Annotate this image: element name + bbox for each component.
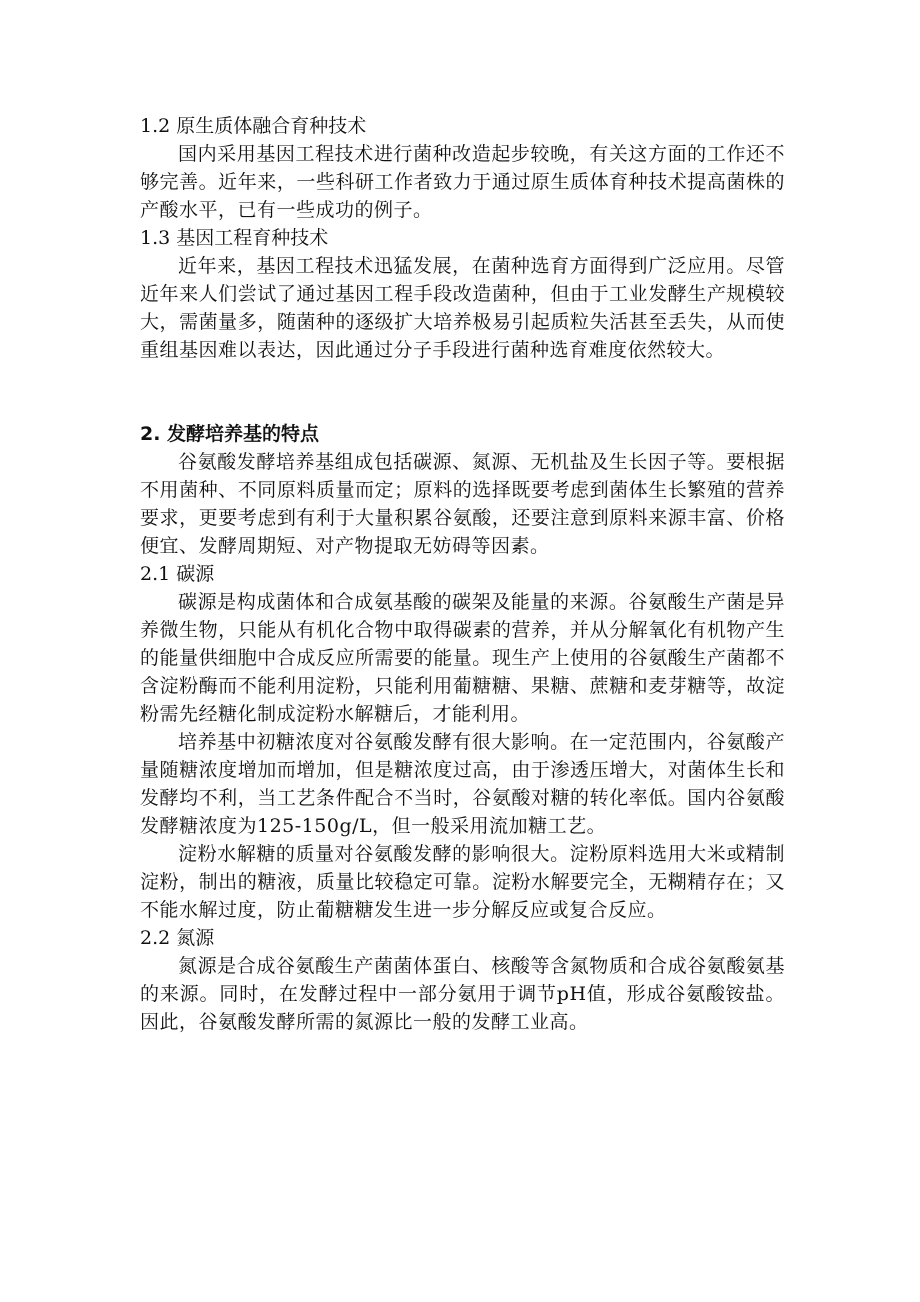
body-paragraph: 国内采用基因工程技术进行菌种改造起步较晚，有关这方面的工作还不够完善。近年来，一些科研工作者致力于通过原生质体育种技术提高菌株的产酸水平，已有一些成功的例子。 [140,143,785,221]
body-paragraph: 培养基中初糖浓度对谷氨酸发酵有很大影响。在一定范围内，谷氨酸产量随糖浓度增加而增加，但是糖浓度过高，由于渗透压增大，对菌体生长和发酵均不利，当工艺条件配合不当时，谷氨酸对糖的转化率低。国内谷氨酸发酵糖浓度为125-150g/L，但一般采用流加糖工艺。 [140,731,785,837]
chapter-heading: 2. 发酵培养基的特点 [140,423,320,445]
body-paragraph: 碳源是构成菌体和合成氨基酸的碳架及能量的来源。谷氨酸生产菌是异养微生物，只能从有机化合物中取得碳素的营养，并从分解氧化有机物产生的能量供细胞中合成反应所需要的能量。现生产上使用的谷氨酸生产菌都不含淀粉酶而不能利用淀粉，只能利用葡糖糖、果糖、蔗糖和麦芽糖等，故淀粉需先经糖化制成淀粉水解糖后，才能利用。 [140,591,785,725]
section-heading: 1.3 基因工程育种技术 [140,227,329,249]
body-paragraph: 氮源是合成谷氨酸生产菌菌体蛋白、核酸等含氮物质和合成谷氨酸氨基的来源。同时，在发酵过程中一部分氨用于调节pH值，形成谷氨酸铵盐。因此，谷氨酸发酵所需的氮源比一般的发酵工业高。 [140,955,785,1033]
body-paragraph: 近年来，基因工程技术迅猛发展，在菌种选育方面得到广泛应用。尽管近年来人们尝试了通过基因工程手段改造菌种，但由于工业发酵生产规模较大，需菌量多，随菌种的逐级扩大培养极易引起质粒失活甚至丢失，从而使重组基因难以表达，因此通过分子手段进行菌种选育难度依然较大。 [140,255,785,361]
body-paragraph: 淀粉水解糖的质量对谷氨酸发酵的影响很大。淀粉原料选用大米或精制淀粉，制出的糖液，质量比较稳定可靠。淀粉水解要完全，无糊精存在；又不能水解过度，防止葡糖糖发生进一步分解反应或复合反应。 [140,843,785,921]
section-heading: 1.2 原生质体融合育种技术 [140,115,367,137]
section-heading: 2.1 碳源 [140,563,215,585]
section-heading: 2.2 氮源 [140,927,215,949]
section-gap [140,364,785,420]
body-paragraph: 谷氨酸发酵培养基组成包括碳源、氮源、无机盐及生长因子等。要根据不用菌种、不同原料质量而定；原料的选择既要考虑到菌体生长繁殖的营养要求，更要考虑到有利于大量积累谷氨酸，还要注意到原料来源丰富、价格便宜、发酵周期短、对产物提取无妨碍等因素。 [140,451,785,557]
document-page [140,112,785,1036]
